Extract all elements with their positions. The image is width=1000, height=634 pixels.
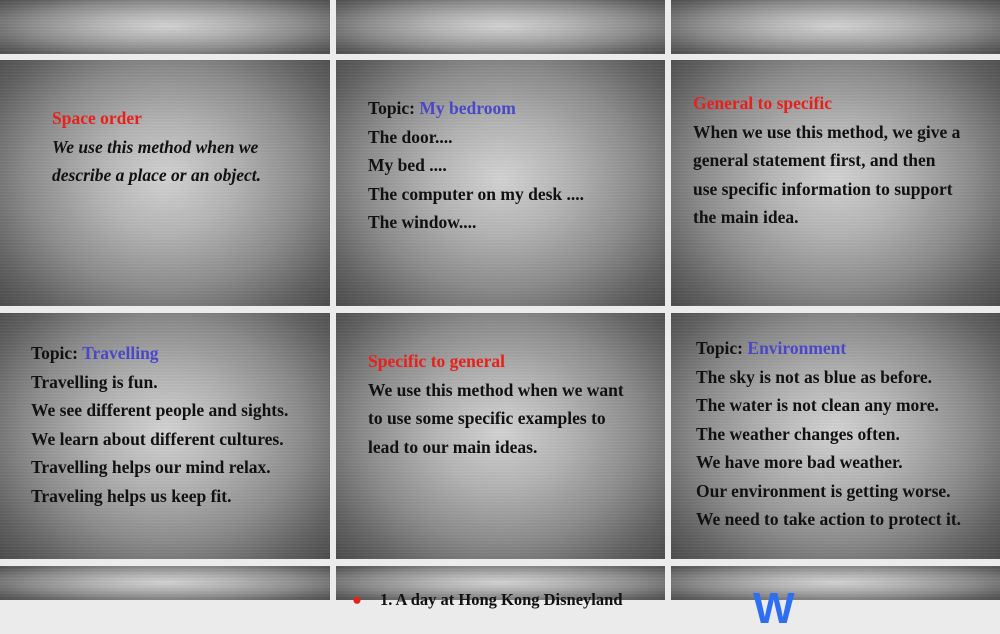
slide-9-line-4: We have more bad weather. — [696, 452, 903, 472]
slide-5-content — [368, 94, 584, 237]
slide-7-line-2: We see different people and sights. — [31, 400, 289, 420]
slide-12-title: W — [753, 584, 797, 633]
slide-9-line-6: We need to take action to protect it. — [696, 509, 962, 529]
slide-9-topic: Environment — [747, 338, 847, 358]
slide-4-line-1: We use this method when we — [52, 136, 259, 157]
slide-5-line-3: The computer on my desk .... — [368, 183, 585, 204]
slide-5-line-2: My bed .... — [368, 155, 447, 175]
slide-thumbnail-1[interactable] — [0, 0, 330, 54]
slide-4-line-2: describe a place or an object. — [52, 165, 261, 185]
slide-6-line-2: general statement first, and then — [693, 150, 936, 170]
slide-thumbnail-9[interactable] — [671, 313, 1000, 559]
slide-9-topic-label: Topic: — [696, 338, 744, 358]
slide-9-line-3: The weather changes often. — [696, 423, 900, 444]
slide-8-content — [368, 347, 624, 461]
slide-9-content — [696, 334, 961, 534]
slide-6-content — [693, 89, 960, 232]
slide-4-heading: Space order — [52, 108, 142, 128]
slide-thumbnail-4[interactable] — [0, 60, 330, 306]
slide-8-line-1: We use this method when we want — [368, 379, 624, 400]
slide-thumbnail-5[interactable] — [336, 60, 665, 306]
slide-thumbnail-8[interactable] — [336, 313, 665, 559]
slide-thumbnail-12[interactable] — [671, 566, 1000, 633]
slide-7-line-4: Travelling helps our mind relax. — [31, 457, 271, 477]
slide-9-line-1: The sky is not as blue as before. — [696, 366, 932, 387]
slide-5-topic-label: Topic: — [368, 98, 416, 118]
slide-8-line-2: to use some specific examples to — [368, 408, 606, 428]
slide-9-line-5: Our environment is getting worse. — [696, 480, 951, 501]
slide-8-heading: Specific to general — [368, 351, 506, 371]
slide-11-content — [352, 586, 623, 615]
slide-5-line-4: The window.... — [368, 212, 477, 232]
slide-thumbnail-11[interactable] — [336, 566, 665, 609]
slide-7-line-5: Traveling helps us keep fit. — [31, 485, 232, 506]
slide-7-line-3: We learn about different cultures. — [31, 428, 284, 449]
slide-7-line-1: Travelling is fun. — [31, 371, 158, 392]
slide-5-topic: My bedroom — [419, 98, 516, 118]
slide-5-line-1: The door.... — [368, 126, 453, 147]
slide-4-content — [52, 104, 261, 190]
slide-6-heading: General to specific — [693, 93, 832, 113]
slide-6-line-3: use specific information to support — [693, 178, 953, 199]
slide-11-line-1: 1. A day at Hong Kong Disneyland — [379, 590, 623, 609]
slide-thumbnail-10[interactable] — [0, 566, 330, 600]
slide-5-topic-line — [368, 94, 584, 123]
slide-6-line-4: the main idea. — [693, 207, 799, 227]
slide-thumbnail-6[interactable] — [671, 60, 1000, 306]
slide-7-topic: Travelling — [82, 343, 159, 363]
slide-9-topic-line — [696, 334, 961, 363]
slide-8-line-3: lead to our main ideas. — [368, 436, 538, 457]
slide-thumbnail-3[interactable] — [671, 0, 1000, 54]
slide-7-content — [31, 339, 288, 510]
slide-thumbnail-2[interactable] — [336, 0, 665, 54]
slide-6-line-1: When we use this method, we give a — [693, 121, 961, 142]
slide-thumbnail-7[interactable] — [0, 313, 330, 559]
slide-7-topic-line — [31, 339, 288, 368]
slide-7-topic-label: Topic: — [31, 343, 79, 363]
slide-9-line-2: The water is not clean any more. — [696, 395, 939, 415]
bullet-icon: ● — [352, 590, 362, 609]
